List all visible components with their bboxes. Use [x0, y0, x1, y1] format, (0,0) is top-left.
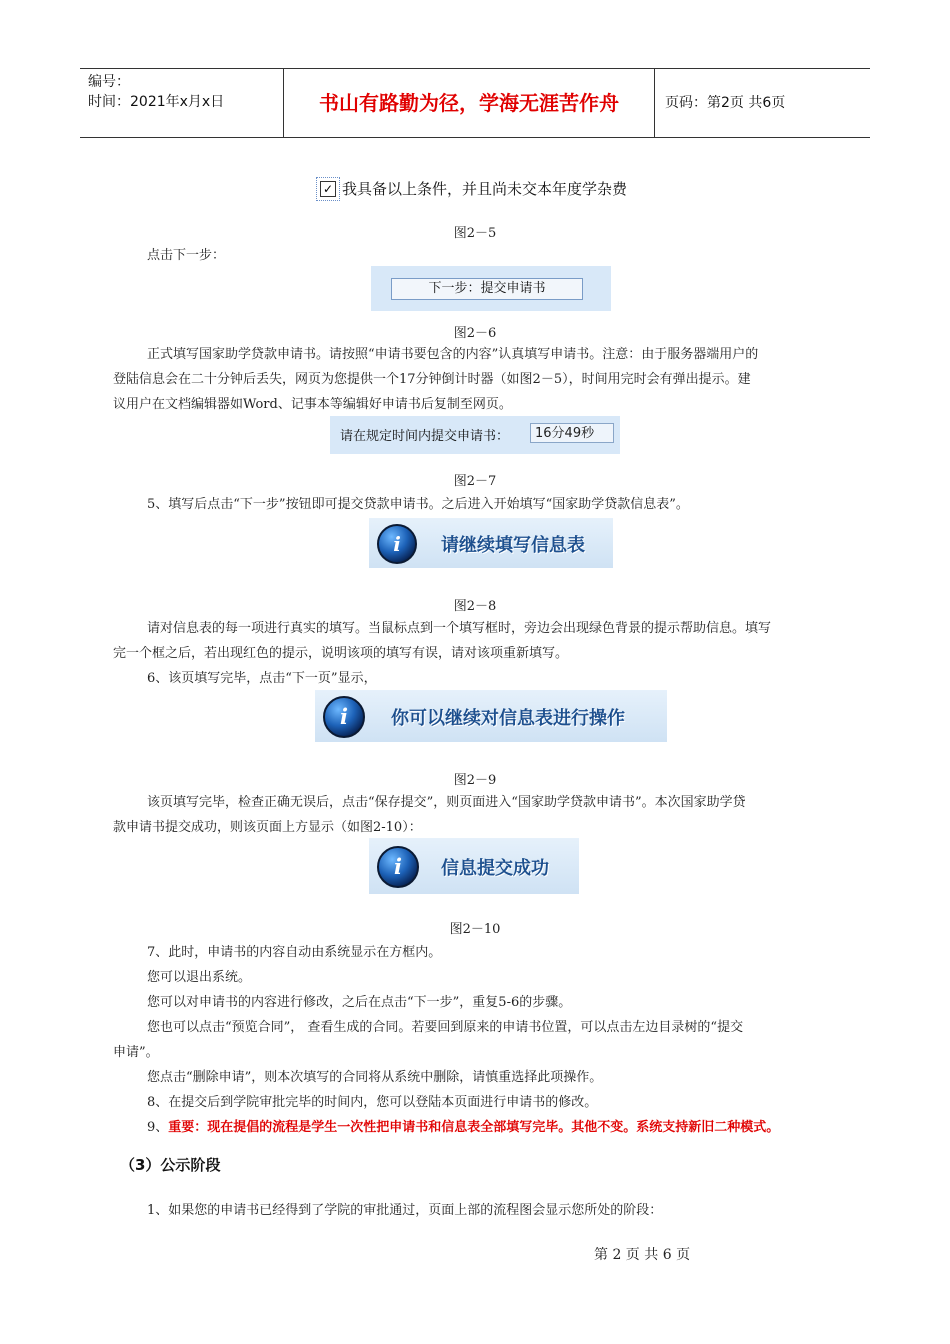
page-header [80, 68, 870, 138]
info-icon: i [377, 524, 417, 564]
preview-line2: 申请”。 [113, 1045, 159, 1060]
formal-para-line2: 登陆信息会在二十分钟后丢失，网页为您提供一个17分钟倒计时器（如图2－5），时间用完时会有弹出提示。建 [113, 372, 751, 387]
fill-para-line2: 完一个框之后，若出现红色的提示，说明该项的填写有误，请对该项重新填写。 [113, 646, 569, 661]
step6-text: 6、该页填写完毕，点击“下一页”显示， [147, 671, 377, 686]
header-number: 编号： [88, 74, 130, 90]
timer-value-field: 16分49秒 [530, 423, 614, 443]
checkbox-label: 我具备以上条件，并且尚未交本年度学杂费 [342, 180, 628, 198]
header-info-cell [80, 69, 284, 137]
step9-important-text: 重要：现在提倡的流程是学生一次性把申请书和信息表全部填写完毕。其他不变。系统支持新旧二种模式。 [168, 1120, 780, 1135]
save-para-line2: 款申请书提交成功，则该页面上方显示（如图2-10）： [113, 820, 422, 835]
fig-2-9-info-banner [315, 690, 667, 742]
next-submit-button[interactable]: 下一步：提交申请书 [391, 278, 583, 300]
click-next-text: 点击下一步： [147, 248, 226, 263]
check-icon: ✓ [320, 181, 336, 197]
step9-row [147, 1115, 779, 1140]
fig-2-6-panel [371, 266, 611, 311]
info-icon: i [377, 846, 419, 888]
fig-2-6-caption: 图2－6 [453, 326, 497, 341]
preview-line1: 您也可以点击“预览合同”， 查看生成的合同。若要回到原来的申请书位置，可以点击左边目录树的“提交 [147, 1020, 744, 1035]
delete-text: 您点击“删除申请”，则本次填写的合同将从系统中删除，请慎重选择此项操作。 [147, 1070, 603, 1085]
info-message: 信息提交成功 [441, 858, 549, 879]
step7-text: 7、此时，申请书的内容自动由系统显示在方框内。 [147, 945, 442, 960]
fig-2-5-caption: 图2－5 [453, 226, 497, 241]
header-motto: 书山有路勤为径，学海无涯苦作舟 [284, 69, 655, 137]
fig-2-9-caption: 图2－9 [453, 773, 497, 788]
formal-para-line1: 正式填写国家助学贷款申请书。请按照“申请书要包含的内容”认真填写申请书。注意：由于服务器端用户的 [147, 347, 759, 362]
header-page-code: 页码：第2页 共6页 [665, 95, 786, 111]
public-step1-text: 1、如果您的申请书已经得到了学院的审批通过，页面上部的流程图会显示您所处的阶段： [147, 1203, 663, 1218]
fig-2-10-caption: 图2－10 [449, 922, 501, 937]
info-message: 你可以继续对信息表进行操作 [391, 708, 625, 729]
formal-para-line3: 议用户在文档编辑器如Word、记事本等编辑好申请书后复制至网页。 [113, 397, 512, 412]
header-time: 时间：2021年x月x日 [88, 94, 225, 110]
fig-2-8-caption: 图2－8 [453, 599, 497, 614]
step8-text: 8、在提交后到学院审批完毕的时间内，您可以登陆本页面进行申请书的修改。 [147, 1095, 598, 1110]
modify-text: 您可以对申请书的内容进行修改，之后在点击“下一步”，重复5-6的步骤。 [147, 995, 572, 1010]
fig-2-10-info-banner [369, 838, 579, 894]
agreement-checkbox[interactable] [316, 177, 340, 201]
section3-title: （3）公示阶段 [120, 1156, 221, 1174]
info-icon: i [323, 696, 365, 738]
fig-2-8-info-banner [369, 518, 613, 568]
exit-text: 您可以退出系统。 [147, 970, 252, 985]
fig-2-7-caption: 图2－7 [453, 474, 497, 489]
fig-2-7-timer-panel [330, 416, 620, 454]
fill-para-line1: 请对信息表的每一项进行真实的填写。当鼠标点到一个填写框时，旁边会出现绿色背景的提示帮助信息。填写 [147, 621, 772, 636]
step5-text: 5、填写后点击“下一步”按钮即可提交贷款申请书。之后进入开始填写“国家助学贷款信息表”。 [147, 497, 689, 512]
page-footer: 第 2 页 共 6 页 [594, 1247, 691, 1263]
step9-number: 9、 [147, 1120, 169, 1135]
save-para-line1: 该页填写完毕，检查正确无误后，点击“保存提交”，则页面进入“国家助学贷款申请书”。本次国家助学贷 [147, 795, 746, 810]
info-message: 请继续填写信息表 [441, 535, 585, 556]
timer-label: 请在规定时间内提交申请书： [340, 429, 510, 444]
